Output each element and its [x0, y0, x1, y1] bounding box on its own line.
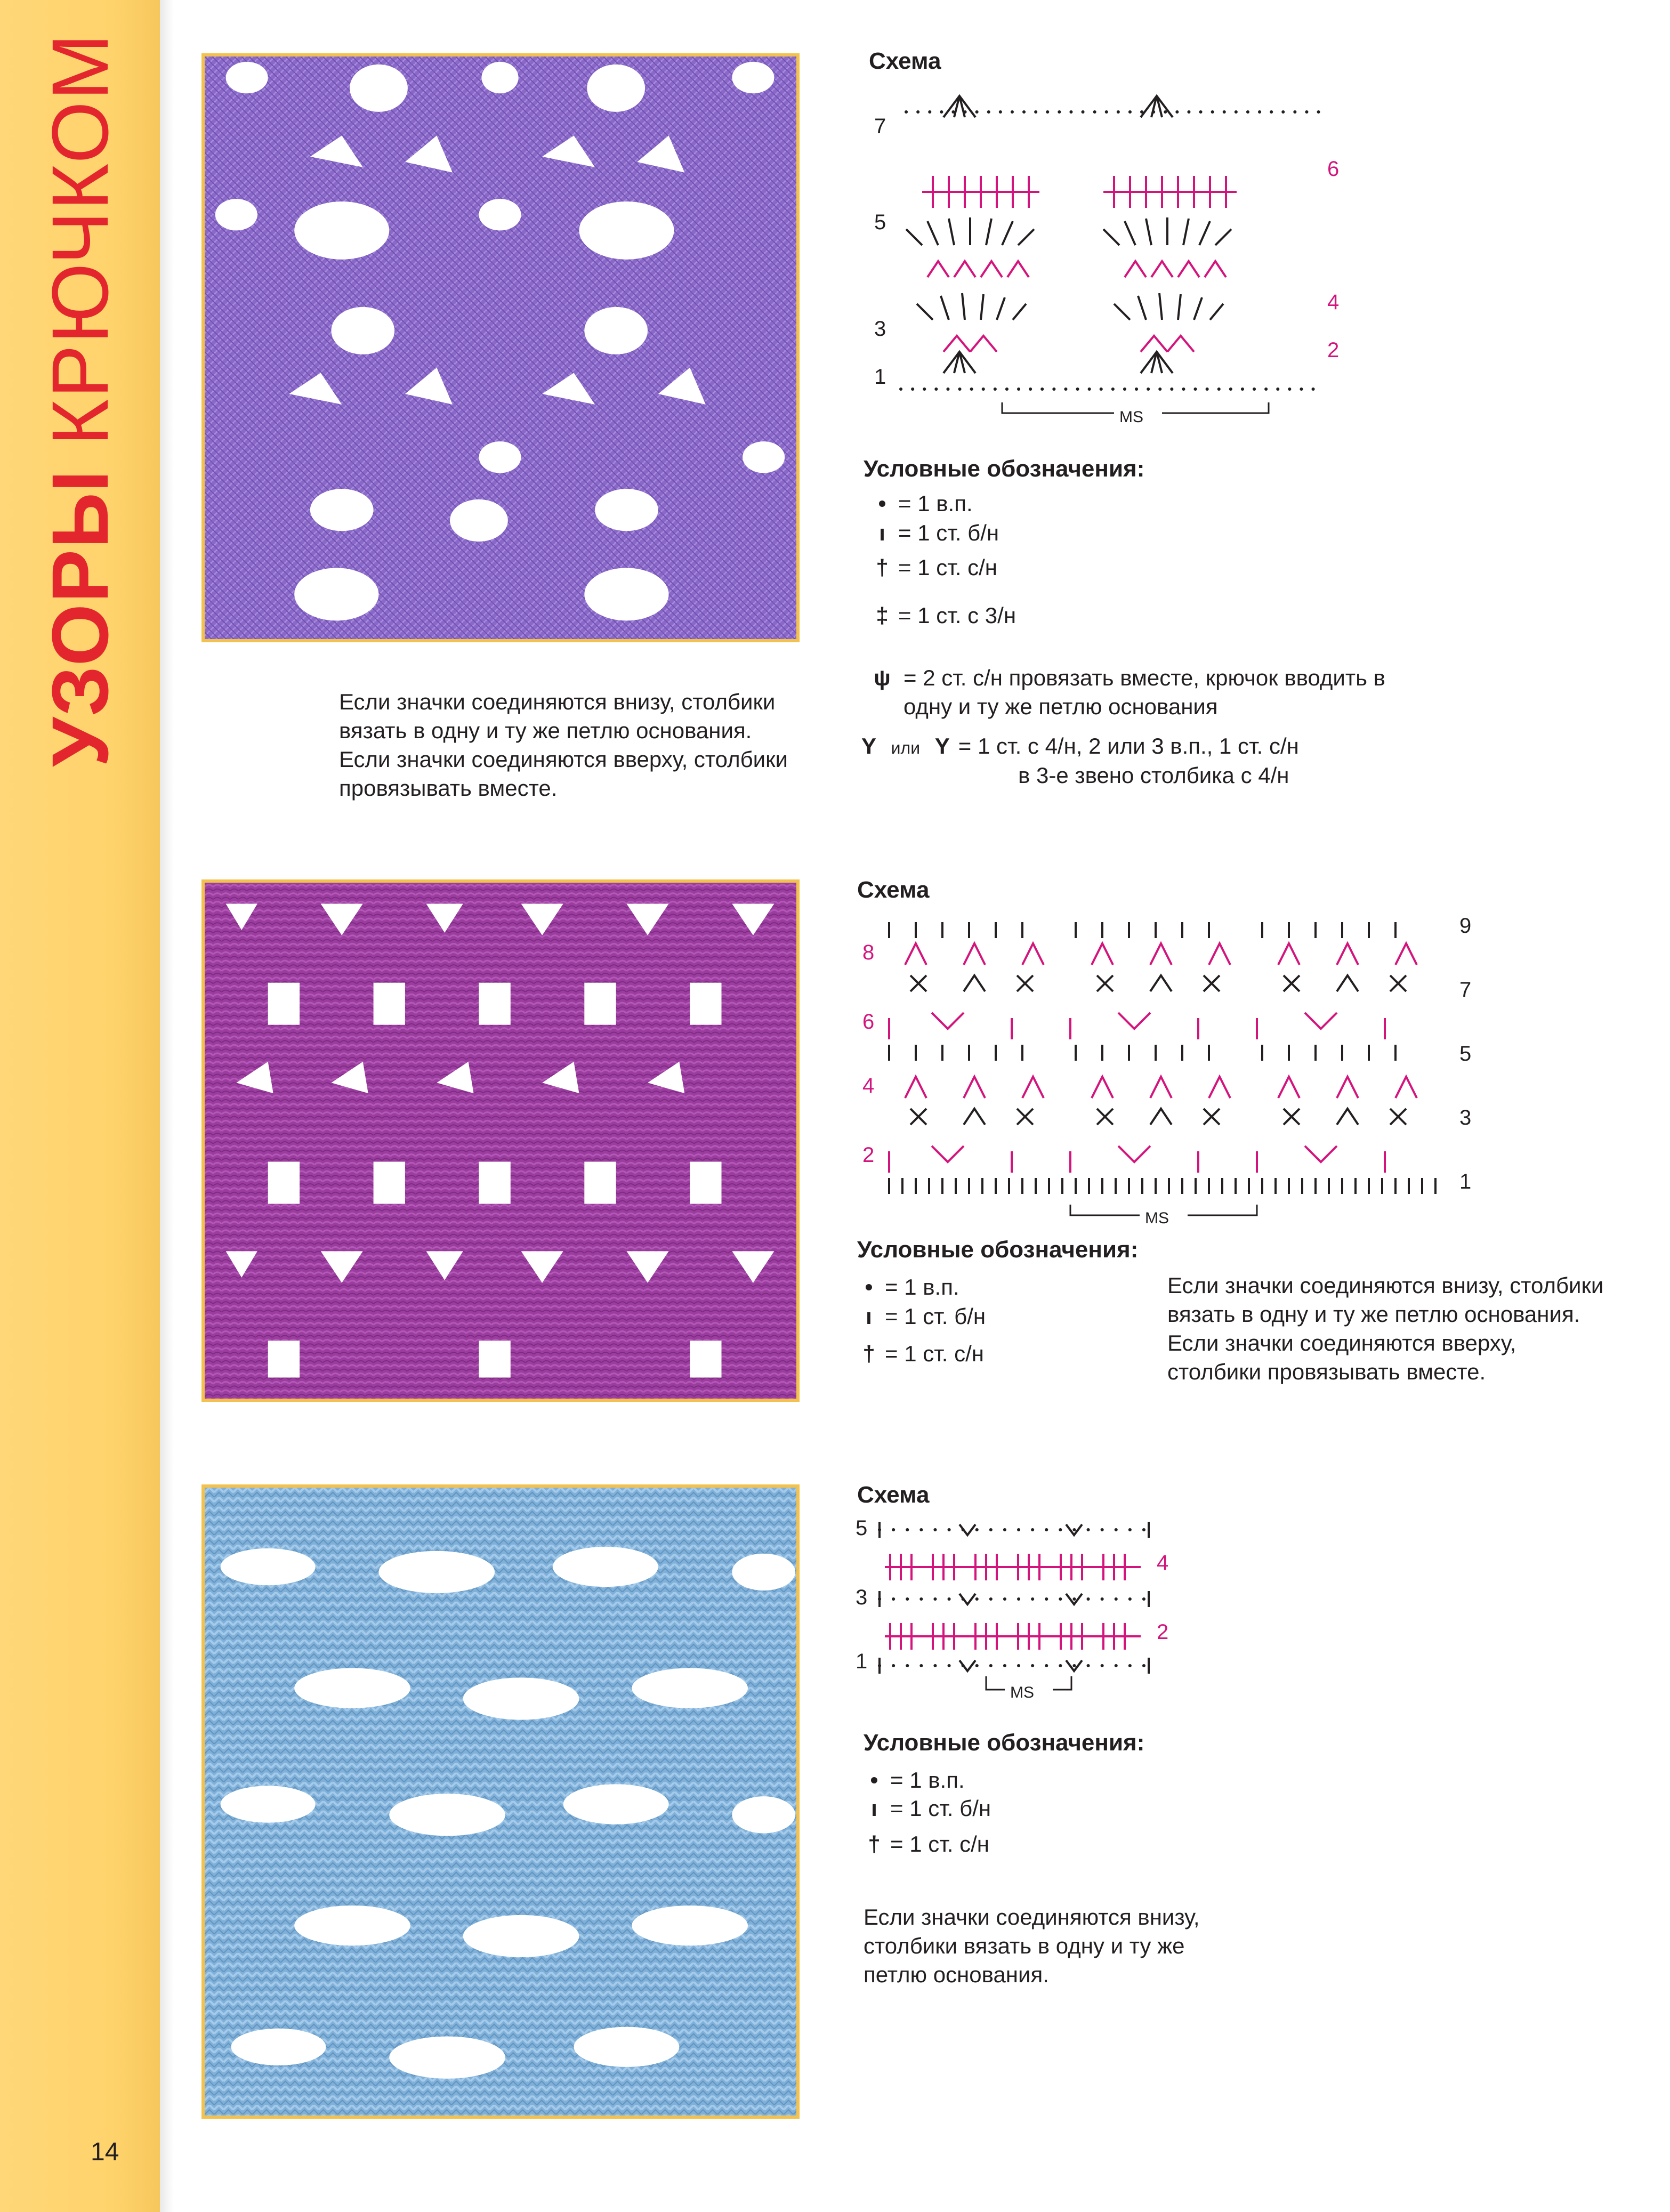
single-crochet-icon: ı [879, 520, 885, 545]
legend-text: = 1 ст. с/н [885, 1341, 985, 1366]
row-label: 1 [856, 1650, 868, 1673]
repeat-label: MS [1010, 1684, 1034, 1701]
legend-text: = 1 ст. с/н [890, 1831, 990, 1856]
pattern1-legend-tr [866, 602, 1016, 629]
row-label: 4 [862, 1074, 875, 1097]
cluster-icon: ψ [874, 665, 891, 690]
legend-text: = 1 в.п. [898, 491, 973, 516]
double-crochet-icon: † [876, 555, 889, 580]
legend-text: = 1 ст. с 3/н [898, 603, 1016, 628]
row-label: 7 [1459, 978, 1472, 1002]
legend-text: = 1 ст. б/н [898, 520, 999, 545]
pattern3-note: Если значки соединяются внизу, столбики вязать в одну и ту же петлю основания. [864, 1904, 1200, 1987]
row-label: 6 [1327, 157, 1340, 181]
legend-text: = 1 в.п. [885, 1274, 959, 1299]
legend-text: = 1 в.п. [890, 1767, 965, 1793]
pattern2-legend-chain [853, 1274, 959, 1301]
pattern3-photo [201, 1484, 800, 2119]
sidebar [0, 0, 160, 2212]
chain-stitch-icon: • [878, 491, 886, 516]
single-crochet-icon: ı [871, 1796, 877, 1821]
row-label: 7 [874, 115, 886, 138]
y-stitch-icon: Y [861, 733, 876, 758]
row-label: 5 [874, 211, 886, 234]
pattern3-diagram [853, 1514, 1183, 1716]
pattern3-legend-dc [858, 1831, 989, 1858]
pattern1-legend-y-stitch [853, 733, 1299, 761]
pattern2-legend-sc [853, 1303, 986, 1330]
pattern1-legend-y-stitch-2 [1018, 762, 1289, 789]
row-label: 5 [856, 1516, 868, 1540]
pattern1-note: Если значки соединяются внизу, столбики вязать в одну и ту же петлю основания. Если значки соединяются вверху, столбики провязывать вместе. [339, 689, 788, 801]
double-crochet-icon: † [862, 1341, 875, 1366]
pattern1-legend-title: Условные обозначения: [864, 456, 1145, 482]
pattern2-scheme-title: Схема [857, 877, 930, 903]
row-label: 4 [1327, 290, 1340, 314]
legend-text: = 1 ст. с/н [898, 555, 998, 580]
section-title-rest: КРЮЧКОМ [35, 33, 125, 470]
pattern1-legend-dc [866, 554, 997, 581]
pattern2-legend-title: Условные обозначения: [857, 1237, 1139, 1263]
row-label: 1 [874, 365, 886, 389]
pattern3-legend-chain [858, 1767, 965, 1794]
legend-text: = 1 ст. б/н [890, 1796, 991, 1821]
page-number: 14 [91, 2138, 119, 2166]
triple-treble-icon: ‡ [876, 603, 889, 628]
pattern2-photo [201, 879, 800, 1402]
legend-text: в 3-е звено столбика с 4/н [1018, 763, 1289, 788]
row-label: 4 [1157, 1551, 1169, 1575]
y-stitch-alt-icon: Y [934, 733, 950, 758]
pattern1-legend-chain [866, 490, 973, 517]
row-label: 2 [1327, 338, 1340, 362]
row-label: 1 [1459, 1170, 1472, 1193]
pattern2-legend-dc [853, 1341, 984, 1367]
repeat-label: MS [1119, 408, 1143, 426]
pattern2-note: Если значки соединяются внизу, столбики вязать в одну и ту же петлю основания. Если значки соединяются вверху, столбики провязывать вместе. [1167, 1273, 1604, 1384]
pattern1-scheme-title: Схема [869, 48, 941, 74]
legend-or: или [891, 738, 921, 757]
pattern1-legend-sc [866, 520, 999, 546]
row-label: 3 [1459, 1106, 1472, 1129]
pattern1-diagram [864, 85, 1365, 437]
pattern3-legend-sc [858, 1795, 991, 1822]
legend-text: = 1 ст. с 4/н, 2 или 3 в.п., 1 ст. с/н [958, 733, 1299, 758]
row-label: 8 [862, 941, 875, 964]
pattern2-diagram [857, 911, 1486, 1231]
chain-stitch-icon: • [870, 1767, 878, 1793]
pattern1-legend-cluster [866, 664, 1431, 721]
pattern3-row-labels [856, 1516, 1168, 1673]
row-label: 3 [856, 1586, 868, 1609]
pattern3-legend-title: Условные обозначения: [864, 1730, 1145, 1756]
pattern3-scheme-title: Схема [857, 1482, 930, 1508]
row-label: 2 [862, 1143, 875, 1167]
sidebar-edge [160, 0, 174, 2212]
section-title [35, 33, 125, 767]
double-crochet-icon: † [868, 1831, 881, 1856]
row-label: 6 [862, 1010, 875, 1034]
row-label: 3 [874, 317, 886, 341]
repeat-label: MS [1145, 1209, 1169, 1227]
row-label: 2 [1157, 1620, 1169, 1644]
row-label: 9 [1459, 914, 1472, 938]
section-title-bold: УЗОРЫ [35, 469, 125, 767]
pattern1-row-labels [874, 115, 1339, 389]
legend-text: = 2 ст. с/н провязать вместе, крючок вводить в одну и ту же петлю основания [903, 665, 1385, 719]
chain-stitch-icon: • [865, 1274, 873, 1299]
row-label: 5 [1459, 1042, 1472, 1065]
pattern1-photo [201, 53, 800, 642]
single-crochet-icon: ı [866, 1304, 872, 1329]
legend-text: = 1 ст. б/н [885, 1304, 986, 1329]
